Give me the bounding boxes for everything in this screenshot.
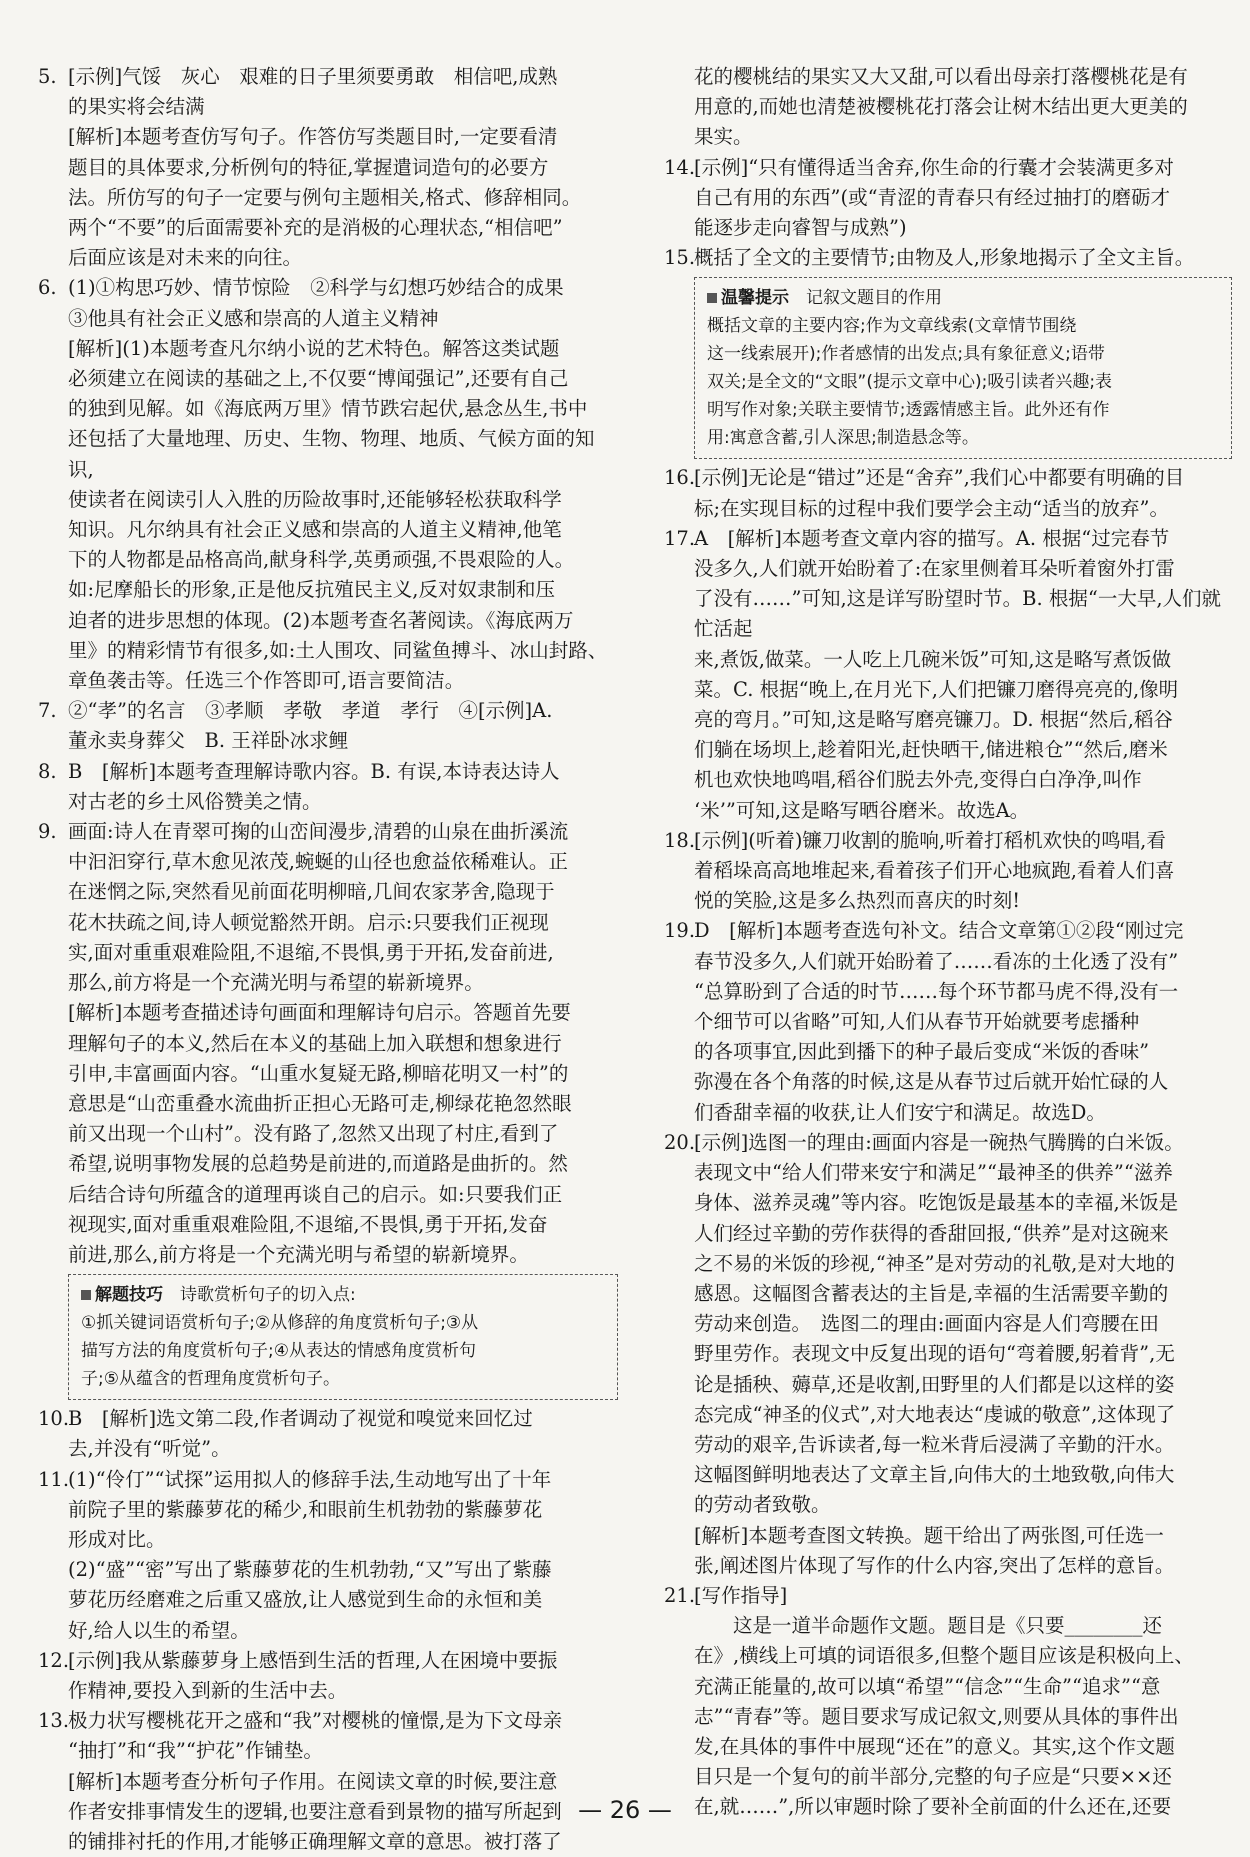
text-line: 个细节可以省略”可知,人们从春节开始就要考虑播种	[694, 1010, 1140, 1034]
text-line: 理解句子的本义,然后在本义的基础上加入联想和想象进行	[68, 1031, 562, 1055]
tip-header	[81, 1281, 607, 1309]
text-line: 们香甜幸福的收获,让人们安宁和满足。故选D。	[694, 1100, 1106, 1124]
text-line: 如:尼摩船长的形象,正是他反抗殖民主义,反对奴隶制和压	[68, 578, 555, 602]
text-line: [解析]本题考查分析句子作用。在阅读文章的时候,要注意	[68, 1769, 558, 1793]
text-line: 的劳动者致敬。	[694, 1493, 831, 1517]
text-line: 目只是一个复句的前半部分,完整的句子应是“只要××还	[694, 1765, 1172, 1789]
text-line: 后结合诗句所蕴含的道理再谈自己的启示。如:只要我们正	[68, 1182, 563, 1206]
text-line: [示例]无论是“错过”还是“舍弃”,我们心中都要有明确的目	[694, 466, 1185, 490]
text-line: 意思是“山峦重叠水流曲折正担心无路可走,柳绿花艳忽然眼	[68, 1091, 572, 1115]
item-number: 14.	[664, 155, 696, 179]
item-number: 11.	[38, 1467, 70, 1491]
text-line: 使读者在阅读引人入胜的历险故事时,还能够轻松获取科学	[68, 487, 562, 511]
text-line: 实,面对重重艰难险阻,不退缩,不畏惧,勇于开拓,发奋前进,	[68, 940, 554, 964]
text-line: 着稻垛高高地堆起来,看着孩子们开心地疯跑,看着人们喜	[694, 859, 1175, 883]
tip-line: 用:寓意含蓄,引人深思;制造悬念等。	[707, 428, 979, 449]
text-line: 迫者的进步思想的体现。(2)本题考查名著阅读。《海底两万	[68, 608, 574, 632]
text-line: 画面:诗人在青翠可掬的山峦间漫步,清碧的山泉在曲折溪流	[68, 820, 569, 844]
text-line: 视现实,面对重重艰难险阻,不退缩,不畏惧,勇于开拓,发奋	[68, 1212, 548, 1236]
item-number: 7.	[38, 699, 57, 723]
text-line: (1)“伶仃”“试探”运用拟人的修辞手法,生动地写出了十年	[68, 1467, 552, 1491]
text-line: 引申,丰富画面内容。“山重水复疑无路,柳暗花明又一村”的	[68, 1061, 569, 1085]
text-line: 了没有……”可知,这是详写盼望时节。B. 根据“一大早,人们就忙活起	[694, 587, 1222, 641]
text-line: 来,煮饭,做菜。一人吃上几碗米饭”可知,这是略写煮饭做	[694, 647, 1172, 671]
item-number: 16.	[664, 466, 696, 490]
text-line: 的各项事宜,因此到播下的种子最后变成“米饭的香味”	[694, 1040, 1150, 1064]
answer-item	[38, 273, 618, 333]
text-line: 形成对比。	[68, 1527, 166, 1551]
item-number: 19.	[664, 919, 696, 943]
text-line: 身体、滋养灵魂”等内容。吃饱饭是最基本的幸福,米饭是	[694, 1191, 1179, 1215]
text-line: 法。所仿写的句子一定要与例句主题相关,格式、修辞相同。	[68, 185, 582, 209]
text-line: B [解析]选文第二段,作者调动了视觉和嗅觉来回忆过	[68, 1407, 533, 1431]
text-line: [示例]选图一的理由:画面内容是一碗热气腾腾的白米饭。	[694, 1130, 1184, 1154]
text-line: 必须建立在阅读的基础之上,不仅要“博闻强记”,还要有自己	[68, 367, 569, 391]
text-line: 对古老的乡土风俗赞美之情。	[68, 789, 322, 813]
item-number: 12.	[38, 1648, 70, 1672]
answer-item	[664, 1128, 1232, 1581]
text-line: 章鱼袭击等。任选三个作答即可,语言要简洁。	[68, 669, 465, 693]
item-number: 18.	[664, 828, 696, 852]
text-line: ‘米’”可知,这是略写晒谷磨米。故选A。	[694, 798, 1030, 822]
text-line: (1)①构思巧妙、情节惊险 ②科学与幻想巧妙结合的成果	[68, 276, 564, 300]
text-line: 好,给人以生的希望。	[68, 1618, 250, 1642]
text-line: 在迷惘之际,突然看见前面花明柳暗,几间农家茅舍,隐现于	[68, 880, 555, 904]
text-line: 菜。C. 根据“晚上,在月光下,人们把镰刀磨得亮亮的,像明	[694, 677, 1179, 701]
text-line: 充满正能量的,故可以填“希望”“信念”“生命”“追求”“意	[694, 1674, 1161, 1698]
text-line: 的独到见解。如《海底两万里》情节跌宕起伏,悬念丛生,书中	[68, 397, 588, 421]
text-line: D [解析]本题考查选句补文。结合文章第①②段“刚过完	[694, 919, 1184, 943]
answer-item	[38, 62, 618, 122]
square-icon	[81, 1290, 91, 1300]
tip-line: ①抓关键词语赏析句子;②从修辞的角度赏析句子;③从	[81, 1313, 479, 1334]
text-line: ③他具有社会正义感和崇高的人道主义精神	[68, 306, 439, 330]
text-line: 花的樱桃结的果实又大又甜,可以看出母亲打落樱桃花是有	[694, 65, 1188, 88]
answer-item	[664, 243, 1232, 273]
answer-item	[38, 1465, 618, 1646]
tip-title: 温馨提示	[721, 288, 806, 309]
tip-line: 明写作对象;关联主要情节;透露情感主旨。此外还有作	[707, 400, 1110, 421]
answer-item	[664, 916, 1232, 1127]
text-line: 知识。凡尔纳具有社会正义感和崇高的人道主义精神,他笔	[68, 518, 562, 542]
text-line: 志”“青春”等。题目要求写成记叙文,则要从具体的事件出	[694, 1704, 1179, 1728]
item-number: 17.	[664, 526, 696, 550]
text-line: (2)“盛”“密”写出了紫藤萝花的生机勃勃,“又”写出了紫藤	[68, 1558, 552, 1582]
tip-line: 子;⑤从蕴含的哲理角度赏析句子。	[81, 1369, 340, 1390]
text-line: B [解析]本题考查理解诗歌内容。B. 有误,本诗表达诗人	[68, 759, 560, 783]
text-line: 张,阐述图片体现了写作的什么内容,突出了怎样的意旨。	[694, 1553, 1175, 1577]
text-line: 的果实将会结满	[68, 95, 205, 119]
item-number: 21.	[664, 1583, 696, 1607]
text-line: 论是插秧、薅草,还是收割,田野里的人们都是以这样的姿	[694, 1372, 1175, 1396]
item-number: 8.	[38, 759, 57, 783]
text-line: 野里劳作。表现文中反复出现的语句“弯着腰,躬着背”,无	[694, 1342, 1175, 1366]
text-line: 能逐步走向睿智与成熟”)	[694, 216, 907, 240]
text-line: 下的人物都是品格高尚,献身科学,英勇顽强,不畏艰险的人。	[68, 548, 575, 572]
text-line: 没多久,人们就开始盼着了:在家里侧着耳朵听着窗外打雷	[694, 557, 1175, 581]
text-line: 发,在具体的事件中展现“还在”的意义。其实,这个作文题	[694, 1734, 1175, 1758]
tip-subtitle: 记叙文题目的作用	[806, 288, 942, 309]
text-line: 的铺排衬托的作用,才能够正确理解文章的意思。被打落了	[68, 1829, 562, 1853]
text-line: 萝花历经磨难之后重又盛放,让人感觉到生命的永恒和美	[68, 1588, 543, 1612]
answer-item	[38, 757, 618, 817]
answer-item	[38, 696, 618, 756]
text-line: [解析]本题考查仿写句子。作答仿写类题目时,一定要看清	[68, 125, 558, 149]
text-line: 极力状写樱桃花开之盛和“我”对樱桃的憧憬,是为下文母亲	[68, 1709, 563, 1733]
text-line: 里》的精彩情节有很多,如:土人围攻、同鲨鱼搏斗、冰山封路、	[68, 638, 608, 662]
page-number: — 26 —	[578, 1796, 672, 1824]
text-line: 作精神,要投入到新的生活中去。	[68, 1678, 348, 1702]
text-line: 表现文中“给人们带来安宁和满足”“最神圣的供养”“滋养	[694, 1161, 1173, 1185]
text-line: [解析](1)本题考查凡尔纳小说的艺术特色。解答这类试题	[68, 336, 560, 360]
item-number: 5.	[38, 65, 57, 88]
answer-item	[38, 1404, 618, 1464]
tip-title: 解题技巧	[95, 1285, 180, 1306]
text-line: “抽打”和“我”“护花”作铺垫。	[68, 1739, 323, 1763]
tip-box	[68, 1274, 618, 1400]
item-number: 6.	[38, 276, 57, 300]
text-line: A [解析]本题考查文章内容的描写。A. 根据“过完春节	[694, 526, 1170, 550]
text-line: 那么,前方将是一个充满光明与希望的崭新境界。	[68, 971, 484, 995]
text-line: [示例]我从紫藤萝身上感悟到生活的哲理,人在困境中要振	[68, 1648, 558, 1672]
text-line: 去,并没有“听觉”。	[68, 1437, 231, 1461]
text-line: 劳动来创造。 选图二的理由:画面内容是人们弯腰在田	[694, 1312, 1159, 1336]
left-column	[38, 62, 618, 1857]
tip-line: 概括文章的主要内容;作为文章线索(文章情节围绕	[707, 316, 1077, 337]
item-number: 9.	[38, 820, 57, 844]
text-line: 悦的笑脸,这是多么热烈而喜庆的时刻!	[694, 889, 1021, 913]
text-line: 机也欢快地鸣唱,稻谷们脱去外壳,变得白白净净,叫作	[694, 768, 1142, 792]
answer-item	[664, 826, 1232, 917]
answer-item	[38, 817, 618, 1270]
text-line: “总算盼到了合适的时节……每个环节都马虎不得,没有一	[694, 979, 1179, 1003]
tip-subtitle: 诗歌赏析句子的切入点:	[180, 1285, 356, 1306]
text-line: 在》,横线上可填的词语很多,但整个题目应该是积极向上、	[694, 1644, 1194, 1668]
text-line: 作者安排事情发生的逻辑,也要注意看到景物的描写所起到	[68, 1799, 562, 1823]
text-line: [示例](听着)镰刀收割的脆响,听着打稻机欢快的鸣唱,看	[694, 828, 1166, 852]
text-line: 前院子里的紫藤萝花的稀少,和眼前生机勃勃的紫藤萝花	[68, 1497, 543, 1521]
answer-continuation	[38, 122, 618, 273]
answer-item	[664, 524, 1232, 826]
text-line: 前又出现一个山村”。没有路了,忽然又出现了村庄,看到了	[68, 1122, 559, 1146]
item-number: 10.	[38, 1407, 70, 1431]
answer-continuation	[38, 334, 618, 696]
text-line: 之不易的米饭的珍视,“神圣”是对劳动的礼敬,是对大地的	[694, 1251, 1175, 1275]
text-line: 董永卖身葬父 B. 王祥卧冰求鲤	[68, 729, 349, 753]
tip-line: 描写方法的角度赏析句子;④从表达的情感角度赏析句	[81, 1341, 476, 1362]
tip-header	[707, 284, 1221, 312]
tip-line: 这一线索展开);作者感情的出发点;具有象征意义;语带	[707, 344, 1105, 365]
answer-item	[664, 463, 1232, 523]
text-line: 后面应该是对未来的向往。	[68, 246, 303, 270]
item-number: 15.	[664, 246, 696, 270]
text-line: 感恩。这幅图含蓄表达的主旨是,幸福的生活需要辛勤的	[694, 1281, 1169, 1305]
text-line: 希望,说明事物发展的总趋势是前进的,而道路是曲折的。然	[68, 1152, 568, 1176]
text-line: [解析]本题考查描述诗句画面和理解诗句启示。答题首先要	[68, 1001, 571, 1025]
answer-item	[38, 1646, 618, 1706]
text-line: 中汩汩穿行,草木愈见浓茂,蜿蜒的山径也愈益依稀难认。正	[68, 850, 568, 874]
text-line: 劳动的艰辛,告诉读者,每一粒米背后浸满了辛勤的汗水。	[694, 1432, 1175, 1456]
text-line: 态完成“神圣的仪式”,对大地表达“虔诚的敬意”,这体现了	[694, 1402, 1176, 1426]
text-line: [示例]气馁 灰心 艰难的日子里须要勇敢 相信吧,成熟	[68, 65, 558, 88]
answer-item	[664, 153, 1232, 244]
text-line: 两个“不要”的后面需要补充的是消极的心理状态,“相信吧”	[68, 216, 563, 240]
text-line: 自己有用的东西”(或“青涩的青春只有经过抽打的磨砺才	[694, 185, 1171, 209]
text-line: 题目的具体要求,分析例句的特征,掌握遣词造句的必要方	[68, 155, 549, 179]
text-line: [解析]本题考查图文转换。题干给出了两张图,可任选一	[694, 1523, 1164, 1547]
text-line: [写作指导]	[694, 1583, 788, 1607]
text-line: 们躺在场坝上,趁着阳光,赶快晒干,储进粮仓”“然后,磨米	[694, 738, 1168, 762]
text-line: 用意的,而她也清楚被樱桃花打落会让树木结出更大更美的	[694, 95, 1188, 119]
text-line: 人们经过辛勤的劳作获得的香甜回报,“供养”是对这碗来	[694, 1221, 1169, 1245]
text-line: 概括了全文的主要情节;由物及人,形象地揭示了全文主旨。	[694, 246, 1195, 270]
item-number: 20.	[664, 1130, 696, 1154]
text-line: ②“孝”的名言 ③孝顺 孝敬 孝道 孝行 ④[示例]A.	[68, 699, 553, 723]
text-line: 弥漫在各个角落的时候,这是从春节过后就开始忙碌的人	[694, 1070, 1169, 1094]
text-line: [示例]“只有懂得适当舍弃,你生命的行囊才会装满更多对	[694, 155, 1174, 179]
answer-item	[664, 1581, 1232, 1823]
text-line: 还包括了大量地理、历史、生物、物理、地质、气候方面的知识,	[68, 427, 595, 481]
answer-continuation	[664, 62, 1232, 153]
right-column	[664, 62, 1232, 1823]
text-line: 这幅图鲜明地表达了文章主旨,向伟大的土地致敬,向伟大	[694, 1463, 1175, 1487]
text-line: 春节没多久,人们就开始盼着了……看冻的土化透了没有”	[694, 949, 1179, 973]
tip-line: 双关;是全文的“文眼”(提示文章中心);吸引读者兴趣;表	[707, 372, 1113, 393]
text-line: 标;在实现目标的过程中我们要学会主动“适当的放弃”。	[694, 496, 1170, 520]
text-line: 亮的弯月。”可知,这是略写磨亮镰刀。D. 根据“然后,稻谷	[694, 708, 1173, 732]
text-line: 这是一道半命题作文题。题目是《只要________还	[694, 1614, 1163, 1638]
answer-item	[38, 1706, 618, 1857]
tip-box	[694, 277, 1232, 459]
item-number: 13.	[38, 1709, 70, 1733]
text-line: 花木扶疏之间,诗人顿觉豁然开朗。启示:只要我们正视现	[68, 910, 549, 934]
square-icon	[707, 293, 717, 303]
text-line: 前进,那么,前方将是一个充满光明与希望的崭新境界。	[68, 1242, 529, 1266]
text-line: 果实。	[694, 125, 753, 149]
text-line: 在,就……”,所以审题时除了要补全前面的什么还在,还要	[694, 1795, 1172, 1819]
